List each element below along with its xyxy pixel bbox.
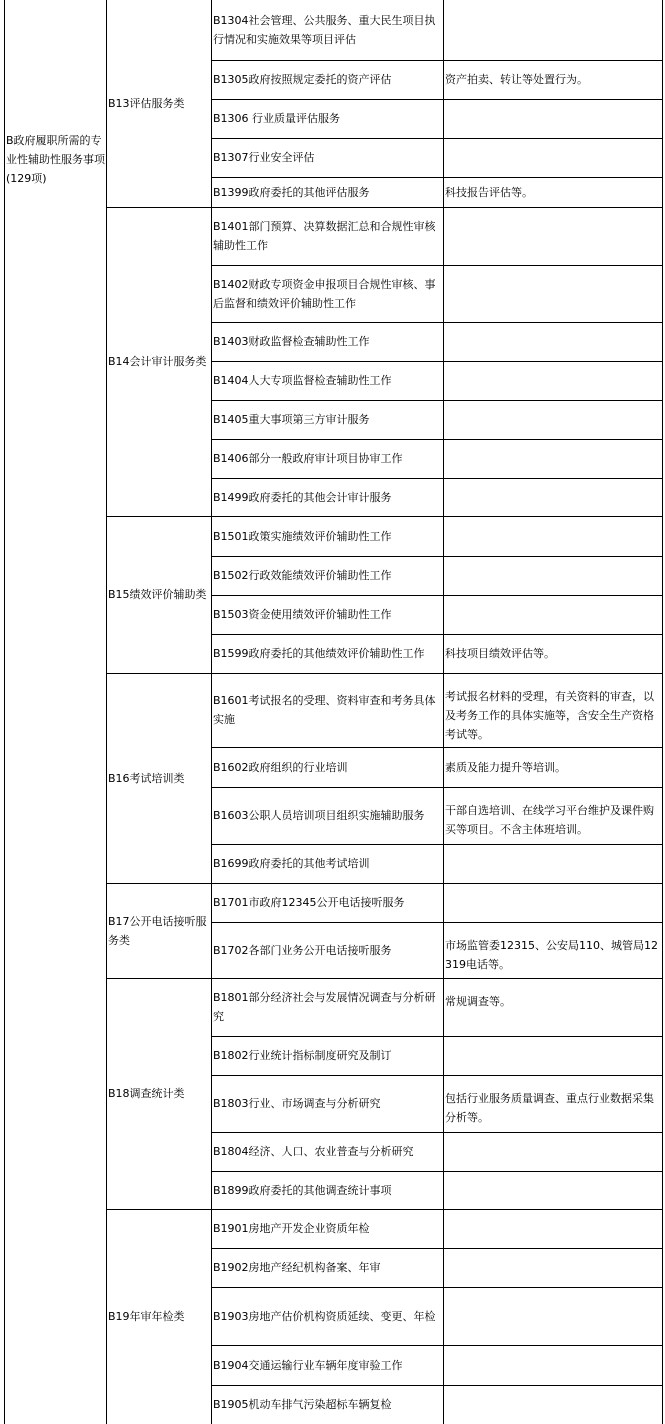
service-item: B1903房地产估价机构资质延续、变更、年检 xyxy=(213,1309,436,1323)
service-note: 常规调查等。 xyxy=(445,995,511,1008)
service-item: B1601考试报名的受理、资料审查和考务具体实施 xyxy=(213,694,436,726)
column-divider xyxy=(106,0,107,1424)
service-item: B1501政策实施绩效评价辅助性工作 xyxy=(213,529,392,543)
service-note: 考试报名材料的受理，有关资料的审查，以及考务工作的具体实施等，含安全生产资格考试等。 xyxy=(445,690,654,741)
service-item: B1405重大事项第三方审计服务 xyxy=(213,413,370,426)
category-label: B13评估服务类 xyxy=(108,97,185,110)
service-item: B1902房地产经纪机构备案、年审 xyxy=(213,1261,381,1274)
service-item: B1503资金使用绩效评价辅助性工作 xyxy=(213,608,392,621)
column-divider xyxy=(443,0,444,1424)
service-item: B1904交通运输行业车辆年度审验工作 xyxy=(213,1358,403,1372)
category-label: B14会计审计服务类 xyxy=(108,355,207,368)
service-note: 资产拍卖、转让等处置行为。 xyxy=(445,73,588,86)
category-label: B15绩效评价辅助类 xyxy=(108,588,207,601)
service-item: B1603公职人员培训项目组织实施辅助服务 xyxy=(213,809,425,822)
service-item: B1306 行业质量评估服务 xyxy=(213,112,341,125)
column-divider xyxy=(4,0,5,1424)
service-item: B1905机动车排气污染超标车辆复检 xyxy=(213,1398,392,1411)
category-label: B16考试培训类 xyxy=(108,771,185,785)
service-item: B1304社会管理、公共服务、重大民生项目执行情况和实施效果等项目评估 xyxy=(213,14,436,46)
section-label: B政府履职所需的专业性辅助性服务事项(129项) xyxy=(6,133,105,185)
service-item: B1307行业安全评估 xyxy=(213,151,315,164)
category-label: B18调查统计类 xyxy=(108,1087,185,1100)
category-label: B17公开电话接听服务类 xyxy=(108,914,207,947)
service-note: 科技项目绩效评估等。 xyxy=(445,647,555,660)
column-divider xyxy=(662,0,663,1424)
service-note: 市场监管委12315、公安局110、城管局12319电话等。 xyxy=(445,939,658,971)
service-item: B1401部门预算、决算数据汇总和合规性审核辅助性工作 xyxy=(213,220,436,252)
service-note: 素质及能力提升等培训。 xyxy=(445,760,566,774)
service-item: B1899政府委托的其他调查统计事项 xyxy=(213,1183,392,1197)
service-item: B1801部分经济社会与发展情况调查与分析研究 xyxy=(213,991,436,1023)
service-note: 科技报告评估等。 xyxy=(445,185,533,199)
service-item: B1804经济、人口、农业普查与分析研究 xyxy=(213,1145,414,1158)
service-note: 包括行业服务质量调查、重点行业数据采集分析等。 xyxy=(445,1092,654,1124)
service-item: B1702各部门业务公开电话接听服务 xyxy=(213,943,392,957)
service-item: B1699政府委托的其他考试培训 xyxy=(213,857,370,870)
service-item: B1602政府组织的行业培训 xyxy=(213,760,348,774)
service-item: B1406部分一般政府审计项目协审工作 xyxy=(213,452,403,465)
service-item: B1701市政府12345公开电话接听服务 xyxy=(213,896,405,909)
category-label: B19年审年检类 xyxy=(108,1310,185,1323)
service-item: B1802行业统计指标制度研究及制订 xyxy=(213,1049,392,1062)
service-item: B1305政府按照规定委托的资产评估 xyxy=(213,73,392,86)
service-item: B1403财政监督检查辅助性工作 xyxy=(213,335,370,348)
service-note: 干部自选培训、在线学习平台维护及课件购买等项目。不含主体班培训。 xyxy=(445,804,654,836)
service-item: B1404人大专项监督检查辅助性工作 xyxy=(213,374,392,387)
service-item: B1499政府委托的其他会计审计服务 xyxy=(213,490,392,504)
column-divider xyxy=(211,0,212,1424)
service-item: B1502行政效能绩效评价辅助性工作 xyxy=(213,569,392,582)
service-item: B1803行业、市场调查与分析研究 xyxy=(213,1097,381,1110)
service-item: B1599政府委托的其他绩效评价辅助性工作 xyxy=(213,647,425,660)
service-item: B1402财政专项资金申报项目合规性审核、事后监督和绩效评价辅助性工作 xyxy=(213,277,436,310)
service-item: B1399政府委托的其他评估服务 xyxy=(213,185,370,199)
service-item: B1901房地产开发企业资质年检 xyxy=(213,1222,370,1235)
